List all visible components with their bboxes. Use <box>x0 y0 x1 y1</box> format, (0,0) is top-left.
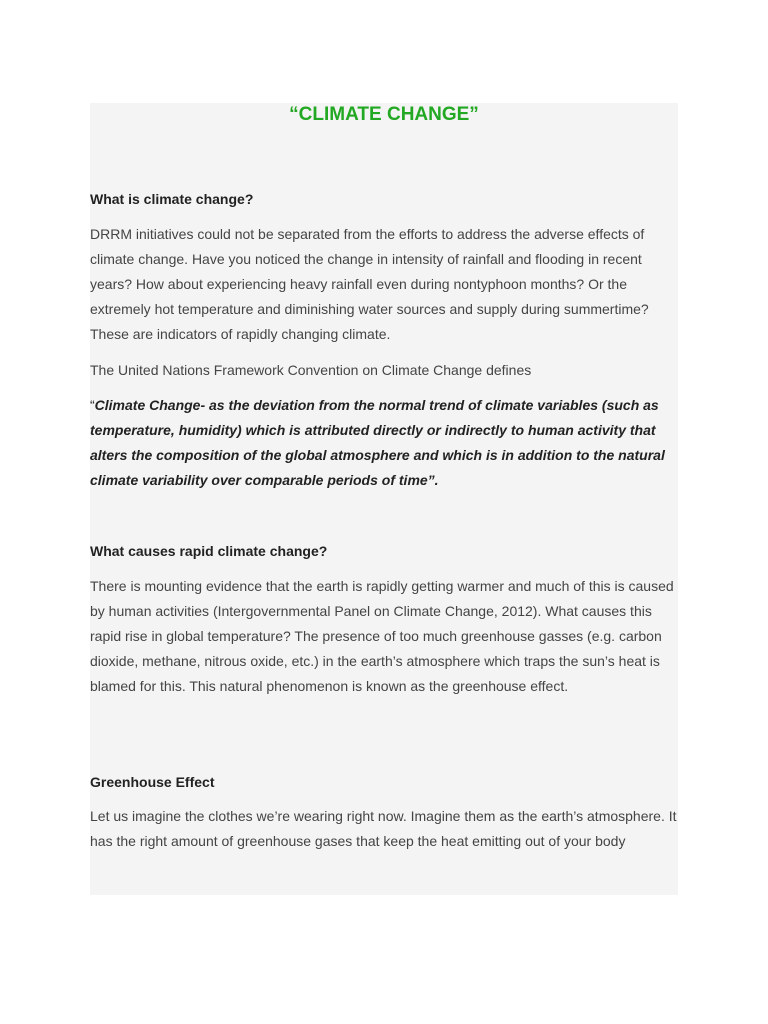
section-heading-what-causes: What causes rapid climate change? <box>90 543 328 559</box>
definition-quote <box>90 393 682 493</box>
section-heading-greenhouse-effect: Greenhouse Effect <box>90 774 215 790</box>
paragraph-drrm-initiatives: DRRM initiatives could not be separated from the efforts to address the adverse effects of climate change. Have you noticed the change in intensity of rainfall and flooding in recent years? How about experiencing heavy rainfall even during nontyphoon months? Or the extremely hot temperature and diminishing water sources and supply during summertime? These are indicators of rapidly changing climate. <box>90 226 649 342</box>
section-heading-what-is-climate-change: What is climate change? <box>90 191 254 207</box>
quote-open-mark: “ <box>90 397 95 413</box>
document-title: “CLIMATE CHANGE” <box>289 104 479 125</box>
paragraph-unfccc-defines: The United Nations Framework Convention on Climate Change defines <box>90 362 532 378</box>
paragraph-mounting-evidence: There is mounting evidence that the earth is rapidly getting warmer and much of this is caused by human activities (Intergovernmental Panel on Climate Change, 2012). What causes this rapid rise in global temperature? The presence of too much greenhouse gasses (e.g. carbon dioxide, methane, nitrous oxide, etc.) in the earth’s atmosphere which traps the sun’s heat is blamed for this. This natural phenomenon is known as the greenhouse effect. <box>90 578 674 694</box>
document-content <box>90 103 678 895</box>
paragraph-clothes-analogy: Let us imagine the clothes we’re wearing right now. Imagine them as the earth’s atmosphere. It has the right amount of greenhouse gases that keep the heat emitting out of your body <box>90 808 677 849</box>
definition-quote-text: Climate Change- as the deviation from the normal trend of climate variables (such as temperature, humidity) which is attributed directly or indirectly to human activity that alters the composition of the global atmosphere and which is in addition to the natural climate variability over comparable periods of time”. <box>90 397 665 488</box>
